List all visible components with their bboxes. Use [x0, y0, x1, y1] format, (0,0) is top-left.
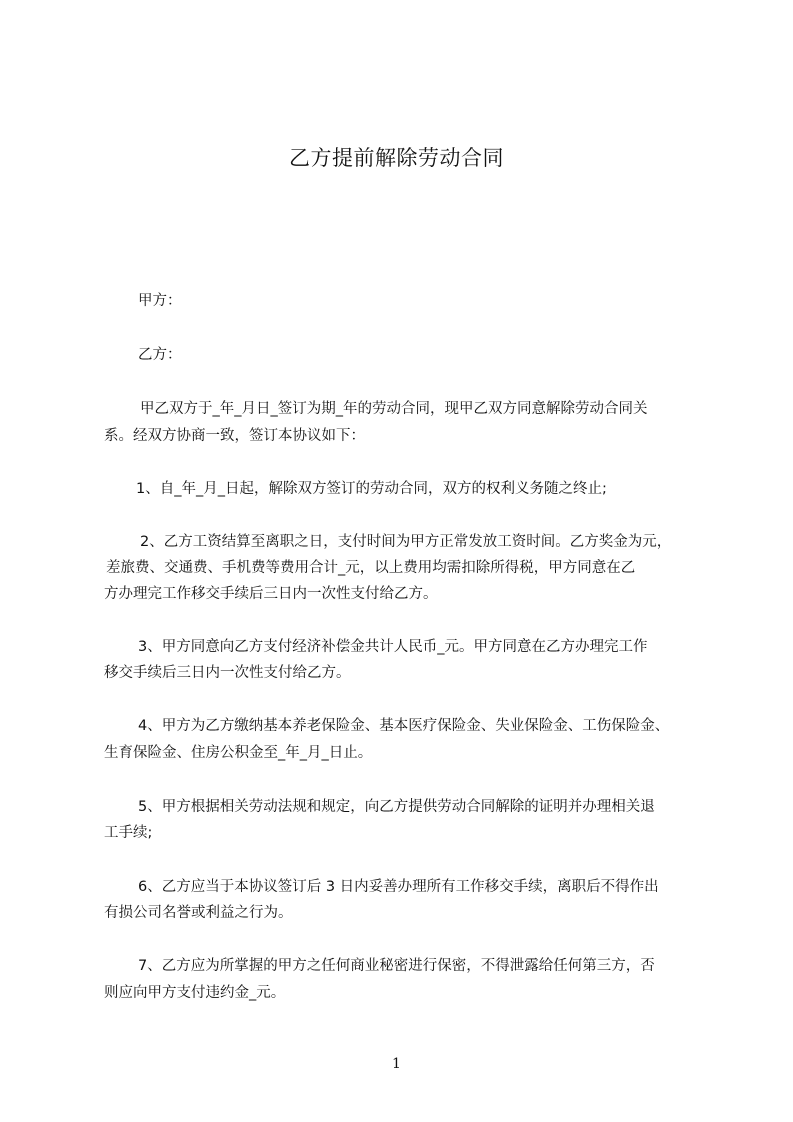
clause-2-line-3: 方办理完工作移交手续后三日内一次性支付给乙方。: [104, 586, 438, 602]
clause-4-line-2: 生育保险金、住房公积金至_年_月_日止。: [104, 745, 373, 761]
clause-3-line-1: 3、甲方同意向乙方支付经济补偿金共计人民币_元。甲方同意在乙方办理完工作: [138, 639, 648, 655]
clause-4-line-1: 4、甲方为乙方缴纳基本养老保险金、基本医疗保险金、失业保险金、工伤保险金、: [138, 718, 670, 734]
clause-2-line-1: 2、乙方工资结算至离职之日，支付时间为甲方正常发放工资时间。乙方奖金为元，: [140, 534, 672, 550]
party-b-label: 乙方：: [138, 347, 182, 363]
clause-7-line-2: 则应向甲方支付违约金_元。: [104, 985, 286, 1001]
clause-7-line-1: 7、乙方应为所掌握的甲方之任何商业秘密进行保密，不得泄露给任何第三方，否: [138, 958, 655, 974]
clause-6-line-1: 6、乙方应当于本协议签订后 3 日内妥善办理所有工作移交手续，离职后不得作出: [138, 879, 659, 895]
clause-6-line-2: 有损公司名誉或利益之行为。: [104, 905, 293, 921]
clause-1-line-1: 1、自_年_月_日起，解除双方签订的劳动合同，双方的权利义务随之终止;: [136, 481, 607, 497]
clause-5-line-2: 工手续;: [104, 825, 153, 841]
party-a-label: 甲方：: [138, 293, 182, 309]
clause-2-line-2: 差旅费、交通费、手机费等费用合计_元，以上费用均需扣除所得税，甲方同意在乙: [106, 560, 636, 576]
document-title: 乙方提前解除劳动合同: [289, 146, 504, 170]
preamble-line-2: 系。经双方协商一致，签订本协议如下：: [104, 428, 365, 444]
clause-3-line-2: 移交手续后三日内一次性支付给乙方。: [104, 665, 351, 681]
clause-5-line-1: 5、甲方根据相关劳动法规和规定，向乙方提供劳动合同解除的证明并办理相关退: [138, 799, 655, 815]
page-number: 1: [392, 1056, 401, 1072]
preamble-line-1: 甲乙双方于_年_月日_签订为期_年的劳动合同，现甲乙双方同意解除劳动合同关: [140, 401, 648, 417]
